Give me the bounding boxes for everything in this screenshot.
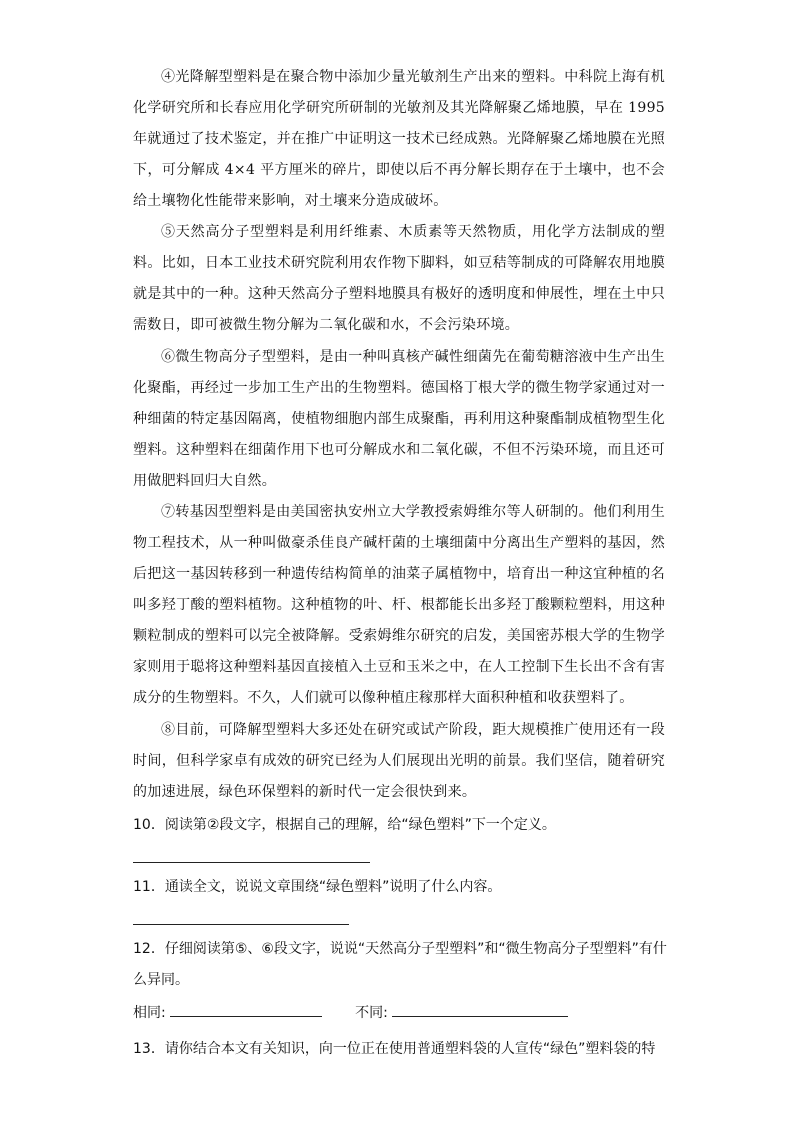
answer-line-10[interactable] [133, 862, 370, 863]
different-answer-blank[interactable] [392, 1000, 568, 1017]
paragraph-6: ⑥微生物高分子型塑料，是由一种叫真核产碱性细菌先在葡萄糖溶液中生产出生化聚酯，再经过一步加工生产出的生物塑料。德国格丁根大学的微生物学家通过对一种细菌的特定基因隔离，使植物细胞内部生成聚酯，再利用这种聚酯制成植物型生化塑料。这种塑料在细菌作用下也可分解成水和二氧化碳，不但不污染环境，而且还可用做肥料回归大自然。 [133, 349, 665, 489]
question-10: 10．阅读第②段文字，根据自己的理解，给“绿色塑料”下一个定义。 [133, 817, 556, 833]
question-12-answer-row [133, 1000, 568, 1025]
same-answer-blank[interactable] [170, 1000, 322, 1017]
question-12: 12．仔细阅读第⑤、⑥段文字，说说“天然高分子型塑料”和“微生物高分子型塑料”有什么异同。 [133, 941, 667, 988]
answer-line-11[interactable] [133, 924, 349, 925]
different-label: 不同: [355, 1005, 388, 1021]
same-label: 相同: [133, 1005, 166, 1021]
paragraph-4: ④光降解型塑料是在聚合物中添加少量光敏剂生产出来的塑料。中科院上海有机化学研究所和长春应用化学研究所研制的光敏剂及其光降解聚乙烯地膜，早在 1995 年就通过了技术鉴定，并在推广中证明这一技术已经成熟。光降解聚乙烯地膜在光照下，可分解成 4×4 平方厘米的碎片，即使以后不再分解长期存在于土壤中，也不会给土壤物化性能带来影响，对土壤来分造成破坏。 [133, 69, 665, 209]
paragraph-7: ⑦转基因型塑料是由美国密执安州立大学教授索姆维尔等人研制的。他们利用生物工程技术，从一种叫做豪杀佳良产碱杆菌的土壤细菌中分离出生产塑料的基因，然后把这一基因转移到一种遗传结构简单的油菜子属植物中，培育出一种这宜种植的名叫多羟丁酸的塑料植物。这种植物的叶、杆、根都能长出多羟丁酸颗粒塑料，用这种颗粒制成的塑料可以完全被降解。受索姆维尔研究的启发，美国密苏根大学的生物学家则用于聪将这种塑料基因直接植入土豆和玉米之中，在人工控制下生长出不含有害成分的生物塑料。不久，人们就可以像种植庄稼那样大面积种植和收获塑料了。 [133, 504, 665, 706]
question-11: 11．通读全文，说说文章围绕“绿色塑料”说明了什么内容。 [133, 879, 502, 895]
paragraph-8: ⑧目前，可降解型塑料大多还处在研究或试产阶段，距大规模推广使用还有一段时间，但科学家卓有成效的研究已经为人们展现出光明的前景。我们坚信，随着研究的加速进展，绿色环保塑料的新时代一定会很快到来。 [133, 722, 665, 800]
paragraph-5: ⑤天然高分子型塑料是利用纤维素、木质素等天然物质，用化学方法制成的塑料。比如，日本工业技术研究院利用农作物下脚料，如豆秸等制成的可降解农用地膜就是其中的一种。这种天然高分子塑料地膜具有极好的透明度和伸展性，埋在土中只需数日，即可被微生物分解为二氧化碳和水，不会污染环境。 [133, 224, 665, 333]
question-13: 13．请你结合本文有关知识，向一位正在使用普通塑料袋的人宣传“绿色”塑料袋的特 [133, 1041, 656, 1057]
